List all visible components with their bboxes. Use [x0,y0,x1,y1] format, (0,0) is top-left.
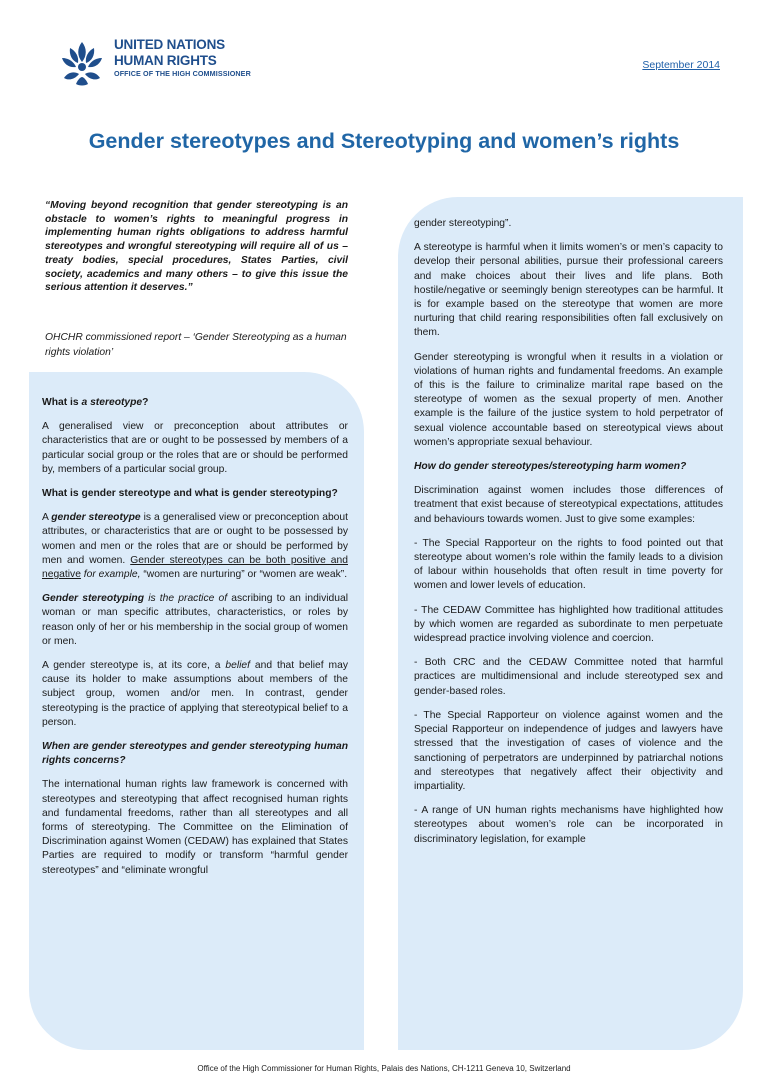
org-name-line3: OFFICE OF THE HIGH COMMISSIONER [114,69,251,78]
org-name-line2: HUMAN RIGHTS [114,52,217,68]
page-title: Gender stereotypes and Stereotyping and women’s rights [88,129,680,153]
text: A gender stereotype is, at its core, a [42,660,226,672]
wrongful-stereotyping-paragraph: Gender stereotyping is wrongful when it results in a violation or violations of human rights and fundamental freedoms. An example of this is the failure to criminalize marital rape based on the stereotype of women as the sexual property of men. Another example is the failure of the justice system to hold perpetrator of sexual violence accountable based on stereotypical views about women’s appropriate sexual behaviour. [414,351,723,448]
heading-human-rights-concerns [42,740,348,768]
page-footer: Office of the High Commissioner for Human Rights, Palais des Nations, CH-1211 Geneva 10, Switzerland [197,1064,571,1073]
term-gender-stereotyping: Gender stereotyping [42,593,145,605]
text: ascribing to an individual woman or man specific attributes, characteristics, or roles by reason only of her or his membership in the social group of women or men. [42,593,348,647]
right-column [414,217,723,857]
framework-paragraph: The international human rights law framework is concerned with stereotypes and stereotyping that affect recognised human rights and fundamental freedoms, rather than all stereotypes and all forms of stereotyping. The Committee on the Elimination of Discrimination against Women (CEDAW) has explained that States Parties are required to modify or transform “harmful gender stereotypes” and “eliminate wrongful [42,779,348,876]
italic-text: is the practice of [144,593,228,605]
un-emblem-icon [54,34,110,92]
opening-quote: “Moving beyond recognition that gender stereotyping is an obstacle to women’s rights to meaningful progress in implementing human rights obligations to address harmful stereotypes and wrongful stereotyping will require all of us – treaty bodies, special procedures, States Parties, civil society, academics and many others – to give this issue the serious attention it deserves.” [45,200,348,294]
example-item: - The Special Rapporteur on violence against women and the Special Rapporteur on independence of judges and lawyers have stressed that the investigation of cases of violence and the sanctioning of perpetrators are underpinned by patriarchal notions and stereotypes that negatively affect their objectivity and impartiality. [414,709,723,792]
discrimination-paragraph: Discrimination against women includes those differences of treatment that exist because of stereotypical expectations, attitudes and behaviours towards women. Just to give some examples: [414,485,723,525]
left-column [42,396,348,888]
heading-emphasis: a stereotype [81,397,143,408]
heading-text: What is [42,397,82,408]
text: is a generalised view or preconception about attributes, or characteristics that are or ought to be possessed by women and men or the roles that are or should be performed by men and women. [42,512,348,566]
heading-text: How do gender stereotypes/stereotyping harm women? [414,461,687,473]
belief-paragraph [42,659,348,730]
harmful-stereotype-paragraph: A stereotype is harmful when it limits women’s or men’s capacity to develop their personal abilities, pursue their professional careers and make choices about their lives and life plans. Both hostile/negative or seemingly benign stereotypes can be harmful. It is for example based on the stereotype that women are more nurturing that child rearing responsibilities often fall exclusively on them. [414,242,723,339]
heading-what-is-stereotype [42,396,348,410]
underlined-text: Gender stereotypes can be both positive and negative [42,554,348,581]
quote-source: OHCHR commissioned report – ‘Gender Stereotyping as a human rights violation’ [45,332,347,358]
heading-gender-stereotype: What is gender stereotype and what is gender stereotyping? [42,488,338,500]
text: A [42,512,52,524]
example-item: - The CEDAW Committee has highlighted how traditional attitudes by which women are regarded as subordinate to men perpetuate widespread practice involving violence and coercion. [414,604,723,645]
ohchr-logo [54,28,254,98]
term-gender-stereotype: gender stereotype [51,512,141,524]
publication-date: September 2014 [642,59,720,71]
example-item: - Both CRC and the CEDAW Committee noted that harmful practices are multidimensional and include stereotyped sex and gender-based roles. [414,657,723,697]
stereotype-definition: A generalised view or preconception about attributes or characteristics that are or ought to be possessed by members of a particular social group or the roles that are or should be performed by, members of a particular social group. [42,421,348,475]
heading-how-harm [414,460,723,474]
org-name-line1: UNITED NATIONS [114,37,225,52]
gender-stereotyping-definition [42,592,348,649]
italic-text: belief [225,660,250,672]
italic-text: for example, [80,569,141,581]
text: and that belief may cause its holder to make assumptions about members of the subject group, women and/or men. In contrast, gender stereotyping is the practice of applying that stereotypical belief to a person. [42,660,348,728]
example-item: - A range of UN human rights mechanisms have highlighted how stereotypes about women’s role can be incorporated in discriminatory legislation, for example [414,805,723,845]
continued-text: gender stereotyping”. [414,218,512,229]
example-item: - The Special Rapporteur on the rights to food pointed out that stereotype about women’s role within the family leads to a division of labour within households that often result in time poverty for women and lower levels of education. [414,537,723,592]
text: “women are nurturing” or “women are weak”. [140,569,348,581]
heading-text: When are gender stereotypes and gender stereotyping human rights concerns? [42,741,348,767]
gender-stereotype-definition [42,511,348,582]
heading-text-end: ? [142,397,149,408]
